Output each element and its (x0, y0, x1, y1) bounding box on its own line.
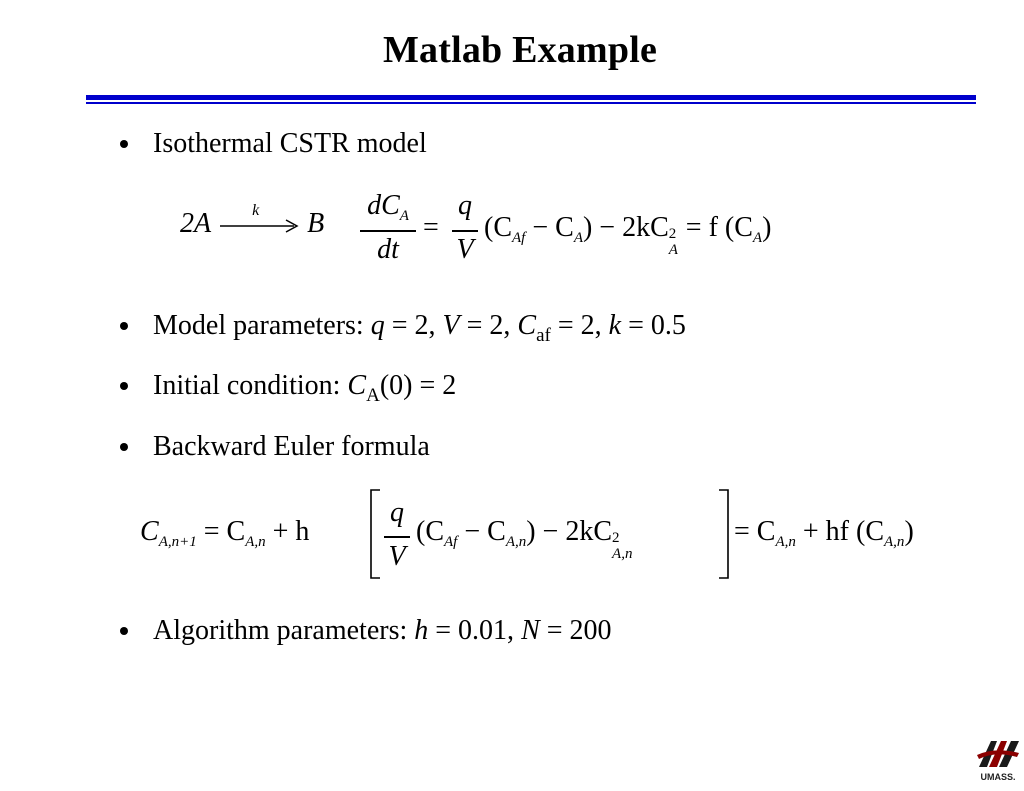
ode-f-sub: A (752, 230, 763, 246)
ode-term: ) (762, 212, 772, 243)
bullet-text (153, 615, 612, 647)
euler-sub: A,n (775, 534, 796, 550)
bullet-label: Algorithm parameters: (153, 615, 415, 646)
reaction-rate-k: k (252, 202, 260, 219)
ode-q: q (458, 190, 472, 221)
slide-title: Matlab Example (382, 29, 658, 71)
euler-V: V (388, 541, 406, 572)
ode-term: ) − 2kC (582, 212, 669, 243)
bullet-text: Backward Euler formula (153, 431, 430, 462)
reaction-equation (180, 202, 325, 240)
fraction-bar (384, 536, 410, 538)
euler-rhs (734, 516, 914, 548)
fraction-bar (452, 230, 478, 232)
param-k-value: = 0.5 (621, 310, 686, 341)
euler-sub: A,n (245, 534, 266, 550)
bullet-dot (120, 140, 128, 148)
reaction-lhs: 2A (180, 208, 212, 239)
ode-numerator-sub: A (399, 208, 409, 224)
param-C: C (517, 310, 537, 341)
euler-term: + hf (C (795, 516, 885, 547)
euler-term: − C (457, 516, 506, 547)
euler-q: q (390, 497, 404, 528)
param-q-value: = 2, (384, 310, 443, 341)
bullet-dot (120, 627, 128, 635)
euler-term: ) − 2kC (526, 516, 613, 547)
ode-rhs (484, 212, 772, 258)
euler-term: C (140, 516, 159, 547)
param-N: N (521, 615, 540, 646)
param-k: k (608, 310, 622, 341)
param-V-value: = 2, (459, 310, 518, 341)
ode-equals: = (423, 212, 439, 243)
euler-lhs-sub: A,n+1 (158, 534, 197, 550)
param-V: V (442, 310, 460, 341)
bullet-label: Initial condition: (153, 370, 348, 401)
umass-logo-word: UMASS. (980, 772, 1016, 782)
euler-caf-sub: Af (444, 534, 458, 550)
param-C-sub: af (536, 325, 551, 346)
bullet-dot (120, 322, 128, 330)
euler-term: ) (904, 516, 914, 547)
euler-sub: A,n (505, 534, 527, 550)
euler-square: 2 (612, 530, 620, 546)
bullet-text (153, 310, 686, 345)
ode-ca-sub: A (573, 230, 583, 246)
reaction-arrow (218, 202, 300, 232)
param-q: q (370, 310, 385, 341)
ic-value: (0) = 2 (379, 370, 457, 401)
param-h-value: = 0.01, (428, 615, 522, 646)
ode-V: V (456, 234, 474, 265)
euler-term: = C (196, 516, 246, 547)
param-N-value: = 200 (539, 615, 612, 646)
ic-C: C (347, 370, 367, 401)
ode-square: 2 (668, 226, 677, 242)
param-C-value: = 2, (550, 310, 609, 341)
bullet-label: Model parameters: (153, 310, 371, 341)
arrow-icon (218, 216, 300, 236)
ode-caf-sub: Af (512, 230, 526, 246)
title-rule-thin (86, 102, 976, 104)
bullet-text (153, 370, 456, 405)
ode-denominator: dt (377, 234, 399, 265)
reaction-rhs: B (307, 208, 325, 239)
euler-sub: A,n (612, 546, 633, 562)
euler-sub: A,n (884, 534, 905, 550)
ic-C-sub: A (366, 385, 380, 406)
euler-term: + h (265, 516, 310, 547)
ode-numerator: dC (367, 190, 400, 221)
euler-lhs (140, 516, 309, 548)
euler-term: = C (734, 516, 776, 547)
euler-bracket-body (416, 516, 644, 562)
title-rule-thick (86, 95, 976, 100)
bullet-dot (120, 443, 128, 451)
fraction-bar (360, 230, 416, 232)
euler-term: (C (416, 516, 444, 547)
param-h: h (414, 615, 429, 646)
ode-term: (C (484, 212, 512, 243)
ode-term: − C (525, 212, 574, 243)
bullet-text: Isothermal CSTR model (153, 128, 427, 159)
right-bracket-icon (716, 488, 732, 580)
ode-ca2-sub: A (668, 242, 678, 258)
ode-term: = f (C (678, 212, 753, 243)
bullet-dot (120, 382, 128, 390)
